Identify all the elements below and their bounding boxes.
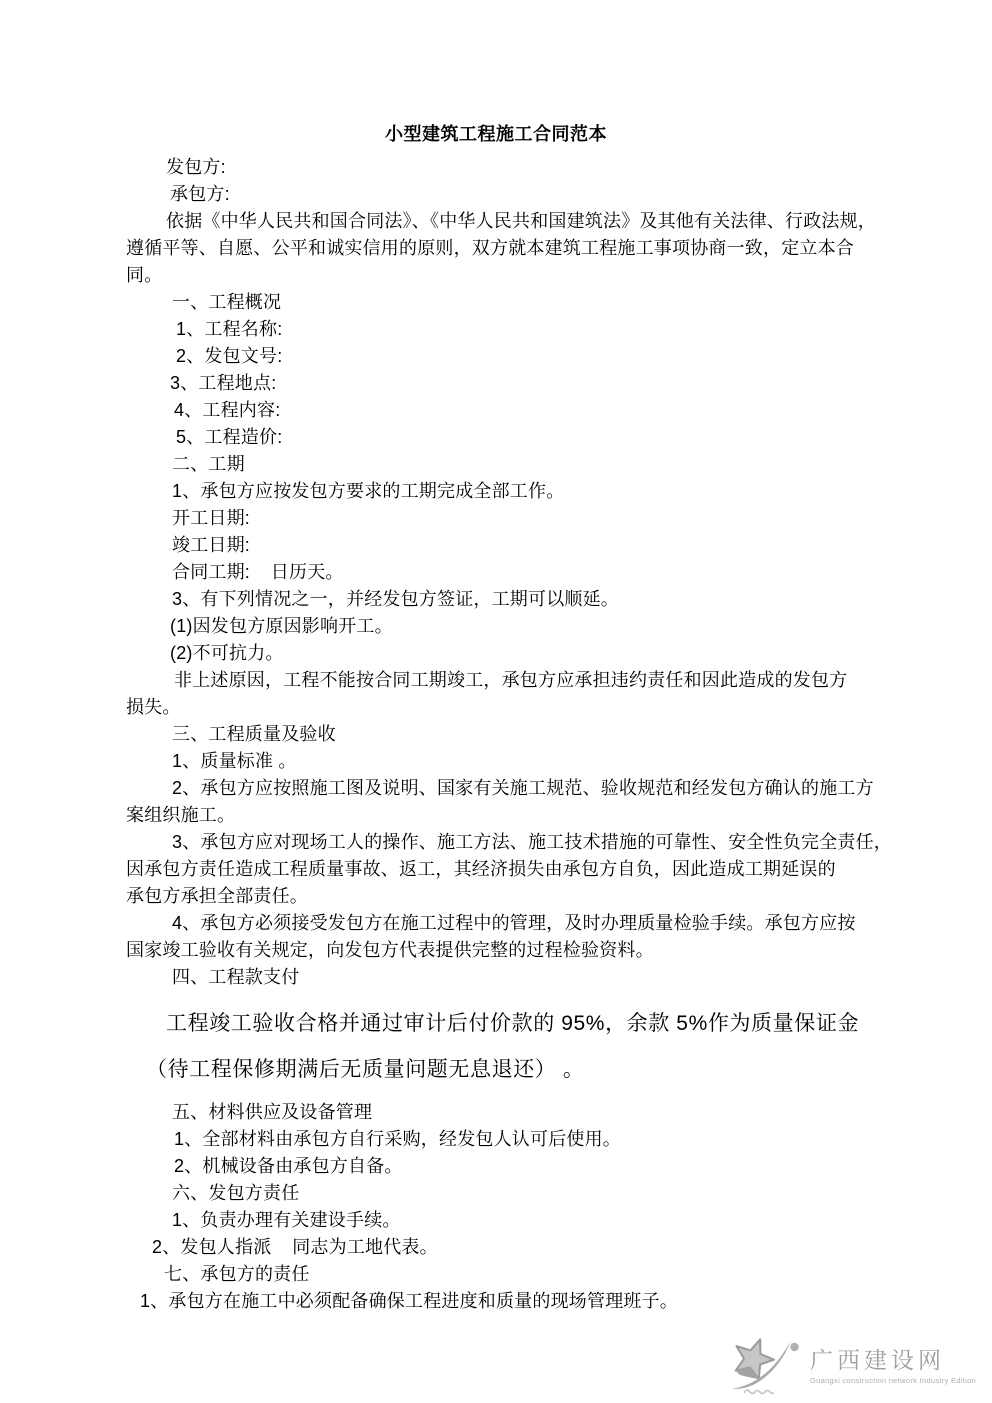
doc-line: 2、发包人指派 同志为工地代表。 [152, 1237, 438, 1257]
site-watermark [728, 1330, 984, 1400]
doc-line: 遵循平等、自愿、公平和诚实信用的原则，双方就本建筑工程施工事项协商一致，定立本合 [126, 238, 854, 258]
doc-line: 开工日期: [172, 508, 251, 528]
watermark-text-block [810, 1348, 984, 1385]
doc-line: 五、材料供应及设备管理 [172, 1102, 373, 1122]
doc-line: 六、发包方责任 [172, 1183, 300, 1203]
doc-line: 1、工程名称: [176, 319, 283, 339]
watermark-site-name: 广西建设网 [810, 1348, 945, 1373]
doc-line: (1)因发包方原因影响开工。 [170, 616, 393, 636]
doc-line: 2、承包方应按照施工图及说明、国家有关施工规范、验收规范和经发包方确认的施工方 [172, 778, 874, 798]
document-title: 小型建筑工程施工合同范本 [385, 124, 607, 144]
doc-line: 3、工程地点: [170, 373, 277, 393]
doc-line: 竣工日期: [172, 535, 251, 555]
doc-line: 四、工程款支付 [172, 967, 300, 987]
doc-line: 合同工期: 日历天。 [172, 562, 344, 582]
doc-line: 1、负责办理有关建设手续。 [172, 1210, 401, 1230]
doc-line: 二、工期 [172, 454, 245, 474]
doc-line: 1、全部材料由承包方自行采购，经发包人认可后使用。 [174, 1129, 622, 1149]
doc-line: 三、工程质量及验收 [172, 724, 336, 744]
doc-line: 依据《中华人民共和国合同法》、《中华人民共和国建筑法》及其他有关法律、行政法规， [166, 211, 876, 231]
doc-line: （待工程保修期满后无质量问题无息退还） 。 [146, 1058, 585, 1081]
doc-line: 因承包方责任造成工程质量事故、返工，其经济损失由承包方自负，因此造成工期延误的 [126, 859, 836, 879]
doc-line: 5、工程造价: [176, 427, 283, 447]
doc-line: 3、有下列情况之一，并经发包方签证，工期可以顺延。 [172, 589, 620, 609]
doc-line: 案组织施工。 [126, 805, 236, 825]
doc-line: 1、承包方应按发包方要求的工期完成全部工作。 [172, 481, 565, 501]
doc-line: 七、承包方的责任 [164, 1264, 310, 1284]
doc-line: 1、承包方在施工中必须配备确保工程进度和质量的现场管理班子。 [140, 1291, 679, 1311]
doc-line: 3、承包方应对现场工人的操作、施工方法、施工技术措施的可靠性、安全性负完全责任， [172, 832, 893, 852]
doc-line: 损失。 [126, 697, 181, 717]
doc-line: 4、工程内容: [174, 400, 281, 420]
doc-line: 承包方承担全部责任。 [126, 886, 308, 906]
doc-line: (2)不可抗力。 [170, 643, 284, 663]
doc-line: 工程竣工验收合格并通过审计后付价款的 95%，余款 5%作为质量保证金 [166, 1012, 860, 1035]
doc-line: 1、质量标准 。 [172, 751, 297, 771]
doc-line: 同。 [126, 265, 163, 285]
document-body [0, 148, 992, 1315]
doc-line: 承包方: [170, 184, 230, 204]
doc-line: 4、承包方必须接受发包方在施工过程中的管理，及时办理质量检验手续。承包方应按 [172, 913, 856, 933]
doc-line: 2、发包文号: [176, 346, 283, 366]
doc-line: 国家竣工验收有关规定，向发包方代表提供完整的过程检验资料。 [126, 940, 654, 960]
watermark-site-tagline: Guangxi construction network Industry Edition [810, 1376, 977, 1385]
star-swoosh-logo-icon [728, 1332, 806, 1398]
doc-line: 一、工程概况 [172, 292, 282, 312]
doc-line: 发包方: [166, 157, 226, 177]
doc-line: 2、机械设备由承包方自备。 [174, 1156, 403, 1176]
doc-line: 非上述原因，工程不能按合同工期竣工，承包方应承担违约责任和因此造成的发包方 [174, 670, 848, 690]
